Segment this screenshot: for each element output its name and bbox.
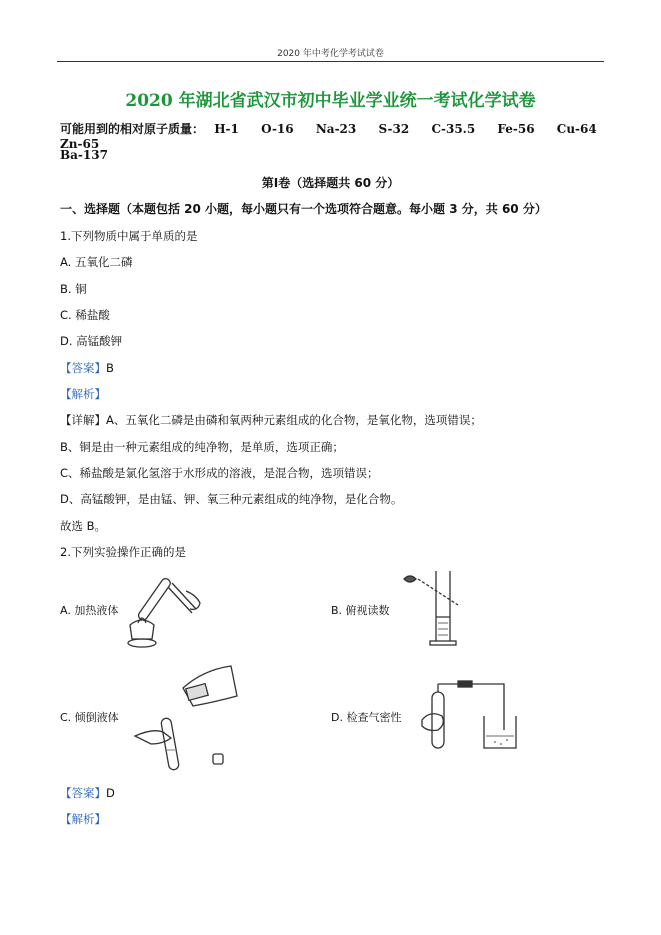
atomic-mass-item: C-35.5 xyxy=(431,122,476,136)
detail-tag: 【详解】 xyxy=(60,413,106,427)
atomic-mass-item: Zn-65 xyxy=(60,137,100,151)
q2-option-d: D. 检查气密性 xyxy=(331,711,402,724)
q1-option-b: B. 铜 xyxy=(60,282,87,296)
atomic-masses xyxy=(60,120,620,151)
q2-option-b: B. 俯视读数 xyxy=(331,604,390,617)
answer-value: B xyxy=(106,361,114,375)
volume-title: 第Ⅰ卷（选择题共 60 分） xyxy=(261,176,400,190)
q1-detail-line: D、高锰酸钾，是由锰、钾、氧三种元素组成的纯净物，是化合物。 xyxy=(60,492,403,506)
atomic-mass-item: Fe-56 xyxy=(497,122,535,136)
q1-detail-line: B、铜是由一种元素组成的纯净物，是单质，选项正确； xyxy=(60,440,344,454)
q1-detail-line: C、稀盐酸是氯化氢溶于水形成的溶液，是混合物，选项错误； xyxy=(60,466,379,480)
atomic-mass-item: Cu-64 xyxy=(556,122,597,136)
q2-option-c: C. 倾倒液体 xyxy=(60,711,119,724)
exam-title: 2020 年湖北省武汉市初中毕业学业统一考试化学试卷 xyxy=(125,91,536,111)
answer-tag: 【答案】 xyxy=(60,786,106,800)
section-title: 一、选择题（本题包括 20 小题，每小题只有一个选项符合题意。每小题 3 分，共 60 分） xyxy=(60,202,547,216)
atomic-masses-label: 可能用到的相对原子质量： xyxy=(60,122,205,136)
airtightness-check-figure xyxy=(418,680,518,760)
q1-option-d: D. 高锰酸钾 xyxy=(60,334,123,348)
q1-option-c: C. 稀盐酸 xyxy=(60,308,110,322)
q2-analysis-tag: 【解析】 xyxy=(60,812,106,826)
q1-answer xyxy=(60,360,114,376)
heating-liquid-figure xyxy=(120,565,210,655)
atomic-mass-item: H-1 xyxy=(214,122,239,136)
atomic-mass-item: S-32 xyxy=(378,122,410,136)
answer-value: D xyxy=(106,786,115,800)
cylinder-reading-figure xyxy=(400,565,480,647)
atomic-mass-item: Na-23 xyxy=(315,122,357,136)
atomic-mass-item: O-16 xyxy=(261,122,294,136)
answer-tag: 【答案】 xyxy=(60,361,106,375)
q2-stem: 2.下列实验操作正确的是 xyxy=(60,545,186,559)
q1-analysis-tag: 【解析】 xyxy=(60,387,106,401)
detail-text: A、五氧化二磷是由磷和氧两种元素组成的化合物，是氧化物，选项错误； xyxy=(106,413,482,427)
q1-conclusion: 故选 B。 xyxy=(60,519,107,533)
q2-answer xyxy=(60,785,115,801)
q2-option-a: A. 加热液体 xyxy=(60,604,119,617)
pouring-liquid-figure xyxy=(125,658,245,774)
q1-option-a: A. 五氧化二磷 xyxy=(60,255,133,269)
header-divider xyxy=(57,61,604,62)
q1-stem: 1.下列物质中属于单质的是 xyxy=(60,229,198,243)
q1-detail-line xyxy=(60,412,482,428)
atomic-mass-extra: Ba-137 xyxy=(60,148,108,162)
running-header: 2020 年中考化学考试试卷 xyxy=(277,49,384,59)
